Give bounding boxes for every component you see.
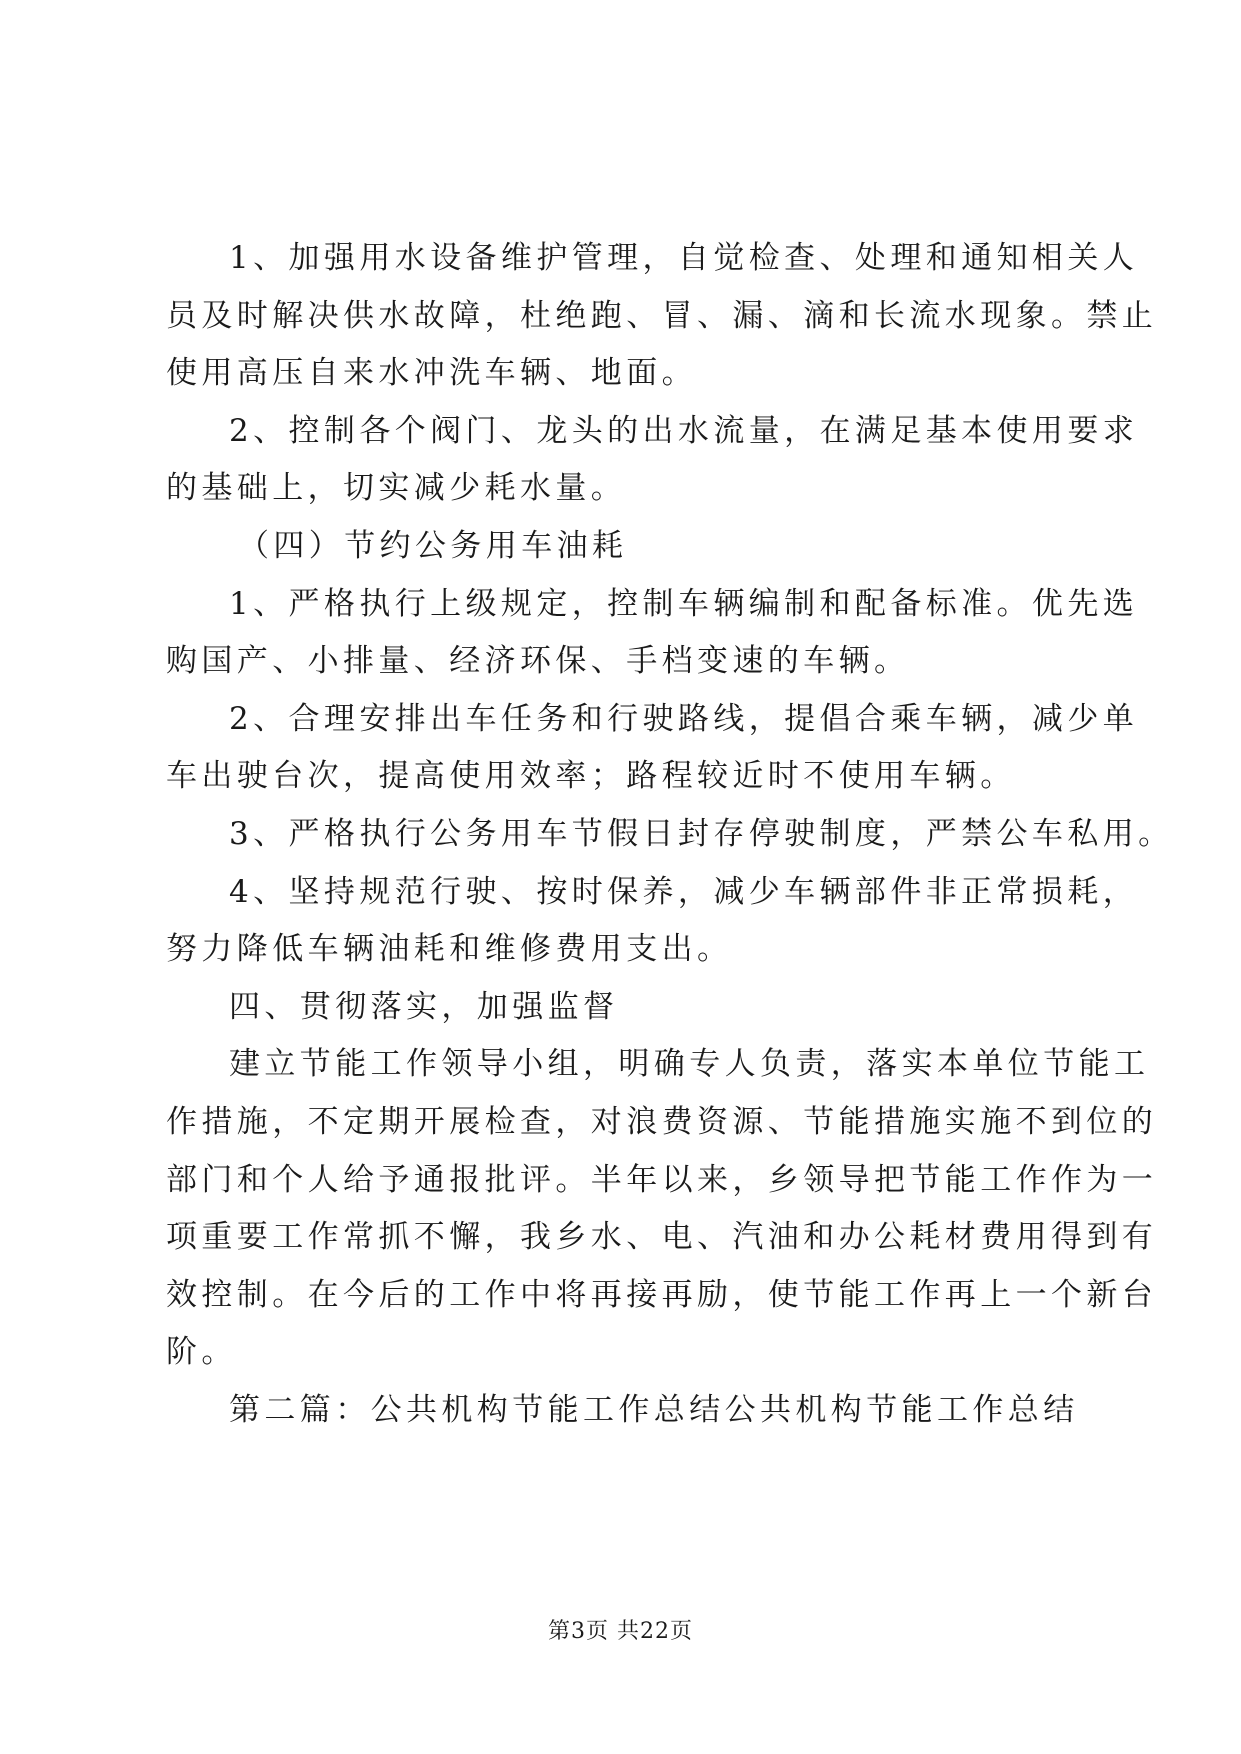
paragraph-water-1 xyxy=(166,230,1158,403)
paragraph-vehicle-2 xyxy=(166,691,1139,806)
text-line: 使用高压自来水冲洗车辆、地面。 xyxy=(166,355,697,392)
paragraph-water-2 xyxy=(166,403,1139,518)
text-line: 部门和个人给予通报批评。半年以来，乡领导把节能工作作为一 xyxy=(166,1161,1158,1198)
text-line: 项重要工作常抓不懈，我乡水、电、汽油和办公耗材费用得到有 xyxy=(166,1219,1158,1256)
text-line: 2、控制各个阀门、龙头的出水流量，在满足基本使用要求 xyxy=(229,412,1139,449)
paragraph-vehicle-1 xyxy=(166,576,1139,691)
section-heading-vehicle xyxy=(166,518,1088,576)
page-number-footer: 第3页 共22页 xyxy=(548,1619,693,1644)
paragraph-supervision xyxy=(166,1036,1158,1382)
text-line: 购国产、小排量、经济环保、手档变速的车辆。 xyxy=(166,643,910,680)
paragraph-vehicle-3 xyxy=(166,806,1174,864)
text-line: 车出驶台次，提高使用效率；路程较近时不使用车辆。 xyxy=(166,758,1016,795)
text-line: 2、合理安排出车任务和行驶路线，提倡合乘车辆，减少单 xyxy=(229,700,1139,737)
text-line: （四）节约公务用车油耗 xyxy=(238,527,628,564)
text-line: 1、加强用水设备维护管理，自觉检查、处理和通知相关人 xyxy=(229,240,1139,276)
text-line: 3、严格执行公务用车节假日封存停驶制度，严禁公车私用。 xyxy=(229,815,1174,852)
text-line: 的基础上，切实减少耗水量。 xyxy=(166,470,627,507)
text-line: 效控制。在今后的工作中将再接再励，使节能工作再上一个新台 xyxy=(166,1276,1158,1313)
text-line: 努力降低车辆油耗和维修费用支出。 xyxy=(166,931,733,968)
text-line: 建立节能工作领导小组，明确专人负责，落实本单位节能工 xyxy=(229,1046,1150,1083)
text-line: 阶。 xyxy=(166,1334,237,1371)
text-line: 员及时解决供水故障，杜绝跑、冒、漏、滴和长流水现象。禁止 xyxy=(166,297,1158,334)
text-line: 作措施，不定期开展检查，对浪费资源、节能措施实施不到位的 xyxy=(166,1103,1158,1140)
chapter-heading-part-two xyxy=(166,1382,1088,1440)
text-line: 四、贯彻落实，加强监督 xyxy=(229,988,619,1025)
section-heading-supervision xyxy=(166,979,1088,1037)
document-body xyxy=(166,230,1174,1439)
text-line: 4、坚持规范行驶、按时保养，减少车辆部件非正常损耗， xyxy=(229,873,1139,910)
paragraph-vehicle-4 xyxy=(166,864,1139,979)
text-line: 1、严格执行上级规定，控制车辆编制和配备标准。优先选 xyxy=(229,585,1139,622)
text-line: 第二篇：公共机构节能工作总结公共机构节能工作总结 xyxy=(229,1391,1079,1428)
